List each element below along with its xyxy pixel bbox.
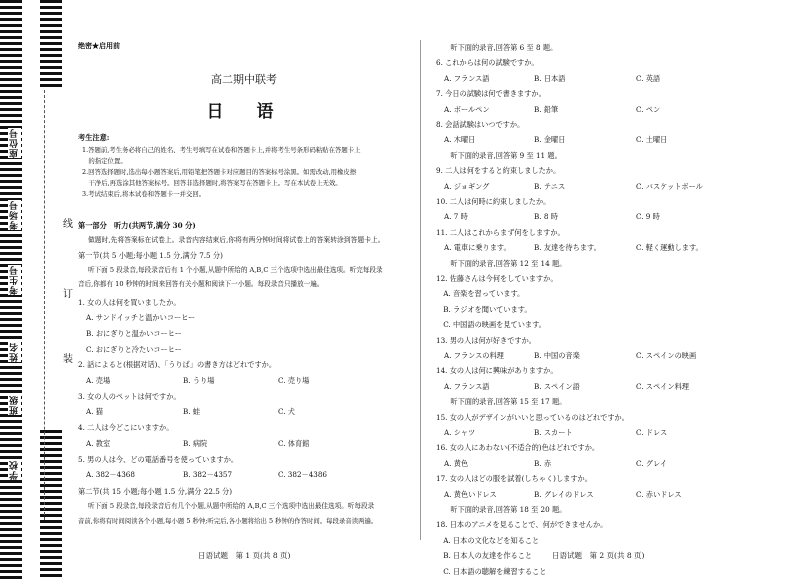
- answer-option-b: B. グレイのドレス: [534, 489, 594, 499]
- notice-line: 3.考试结束后,将本试卷和答题卡一并交回。: [82, 190, 206, 198]
- page2-line: 18. 日本のアニメを見ることで、何ができませんか。: [436, 520, 608, 530]
- answer-option-c: C. スペイン料理: [636, 381, 689, 391]
- answer-option-b: B. 友達を待ちます。: [534, 243, 601, 253]
- answer-option-a: A. フランスの料理: [444, 351, 504, 360]
- secret-mark: 绝密★启用前: [78, 41, 120, 50]
- seat-number-label: 座位号: [10, 128, 20, 158]
- page2-line: 6. これからは何の試験ですか。: [436, 58, 539, 68]
- answer-option-a: A. フランス語: [444, 381, 490, 391]
- binding-char-zhuang: 装: [63, 354, 73, 365]
- question-3: 3. 女の人のペットは何ですか。: [78, 392, 181, 401]
- q3-option-c: C. 犬: [278, 407, 295, 416]
- page2-line: C. 日本語の聴解を練習すること: [436, 566, 547, 576]
- answer-option-c: C. 軽く運動します。: [636, 243, 703, 253]
- answer-option-a: A. 電車に乗ります。: [444, 243, 511, 253]
- page2-line: B. 日本人の友達を作ること: [436, 551, 533, 561]
- page2-line: A. 音楽を習っています。: [436, 289, 525, 299]
- notice-line: 的指定位置。: [82, 157, 127, 165]
- q3-option-a: A. 猫: [86, 407, 103, 416]
- page-1: [78, 0, 410, 579]
- answer-option-a: A. 7 時: [444, 212, 468, 222]
- q3-option-b: B. 蛙: [183, 407, 201, 416]
- section2-desc: 音前,你将有时间阅读各个小题,每小题 5 秒钟;听完后,各小题将给出 5 秒钟的作答时间。每段录音读两遍。: [78, 517, 378, 525]
- notice-line: 1.答题前,考生务必将自己的姓名、考生号填写在试卷和答题卡上,并将考生号条形码粘贴在答题卡上: [82, 146, 361, 154]
- part1-desc: 做题时,先将答案标在试卷上。录音内容结束后,你将有两分钟时间将试卷上的答案转涂到答题卡上。: [88, 236, 385, 244]
- answer-option-c: C. ドレス: [636, 428, 668, 437]
- answer-option-b: B. 中国の音楽: [534, 351, 580, 360]
- answer-option-c: C. スペインの映画: [636, 351, 697, 360]
- answer-option-c: C. 土曜日: [636, 135, 668, 145]
- question-5: 5. 男の人は今、どの電話番号を使っていますか。: [78, 455, 239, 464]
- part1-heading: 第一部分 听力(共两节,满分 30 分): [78, 221, 196, 230]
- answer-option-b: B. テニス: [534, 181, 566, 191]
- notice-line: 2.回答选择题时,选出每小题答案后,用铅笔把答题卡对应题目的答案标号涂黑。如需改动,用橡皮擦: [82, 168, 357, 176]
- q1-option-a: A. サンドイッチと温かいコーヒー: [86, 313, 196, 322]
- question-4: 4. 二人は今どこにいますか。: [78, 423, 174, 432]
- answer-option-b: B. 鉛筆: [534, 104, 559, 114]
- q2-option-c: C. 売り場: [278, 376, 310, 385]
- school-label: 学校: [10, 460, 20, 480]
- page2-line: 8. 会話試験はいつですか。: [436, 120, 525, 129]
- page-2: [432, 0, 782, 579]
- answer-option-b: B. 8 時: [534, 212, 558, 222]
- answer-option-c: C. グレイ: [636, 458, 668, 468]
- page2-line: 15. 女の人がデザインがいいと思っているのはどれですか。: [436, 412, 629, 422]
- page2-line: C. 中国語の映画を見ています。: [436, 320, 546, 330]
- answer-option-b: B. スカート: [534, 428, 573, 437]
- answer-option-c: C. 英語: [636, 73, 661, 83]
- page2-line: 听下面的录音,回答第 12 至 14 题。: [436, 258, 567, 268]
- q4-option-b: B. 病院: [183, 439, 208, 448]
- answer-option-b: B. 赤: [534, 458, 552, 468]
- section1-desc: 听下面 5 段录音,每段录音后有 1 个小题,从题中所给的 A,B,C 三个选项中选出最佳选项。听完每段录: [88, 266, 383, 274]
- section2-heading: 第二节(共 15 小题;每小题 1.5 分,满分 22.5 分): [78, 487, 233, 496]
- q4-option-c: C. 体育館: [278, 439, 310, 448]
- answer-option-a: A. フランス語: [444, 73, 490, 83]
- answer-option-b: B. 金曜日: [534, 135, 566, 145]
- binding-cut-line: [44, 90, 46, 520]
- page2-line: 14. 女の人は何に興味がありますか。: [436, 366, 558, 376]
- binding-char-xian: 线: [63, 219, 73, 230]
- page2-line: 12. 佐藤さんは今何をしていますか。: [436, 274, 558, 283]
- answer-option-a: A. ジョギング: [444, 181, 490, 191]
- page2-line: B. ラジオを聞いています。: [436, 304, 532, 314]
- page2-line: 10. 二人は何時に約束しましたか。: [436, 197, 551, 206]
- candidate-number-label: 考生号: [10, 265, 20, 295]
- q1-option-c: C. おにぎりと冷たいコーヒー: [86, 345, 182, 354]
- class-label: 班级: [10, 395, 20, 415]
- q5-option-c: C. 382－4386: [278, 470, 328, 479]
- page2-line: A. 日本の文化などを知ること: [436, 535, 540, 545]
- answer-option-a: A. ボールペン: [444, 104, 490, 114]
- answer-option-c: C. 赤いドレス: [636, 489, 682, 499]
- answer-option-c: C. 9 時: [636, 212, 660, 222]
- section1-desc: 音后,你都有 10 秒钟的时间来回答有关小题和阅读下一小题。每段录音只播放一遍。: [78, 280, 324, 288]
- exam-title: 高二期中联考: [211, 73, 277, 86]
- question-2: 2. 話によると(根据对话)、「うりば」の書き方はどれですか。: [78, 360, 277, 369]
- page2-line: 听下面的录音,回答第 6 至 8 题。: [436, 43, 558, 52]
- page2-line: 听下面的录音,回答第 9 至 11 题。: [436, 150, 562, 160]
- page-2-footer: 日语试题 第 2 页(共 8 页): [552, 551, 645, 560]
- subject-title: 日 语: [206, 102, 282, 122]
- page2-line: 16. 女の人にあわない(不适合的)色はどれですか。: [436, 443, 600, 453]
- page2-line: 17. 女の人はどの服を試着(しちゃく)しますか。: [436, 474, 592, 484]
- section2-desc: 听下面 5 段录音,每段录音后有几个小题,从题中所给的 A,B,C 三个选项中选出最佳选项。听每段录: [88, 502, 375, 510]
- page-1-footer: 日语试题 第 1 页(共 8 页): [198, 551, 291, 560]
- answer-option-b: B. 日本語: [534, 73, 566, 83]
- section1-heading: 第一节(共 5 小题;每小题 1.5 分,满分 7.5 分): [78, 251, 223, 260]
- q5-option-a: A. 382－4368: [86, 470, 135, 479]
- answer-option-a: A. 黄色いドレス: [444, 489, 497, 499]
- page2-line: 听下面的录音,回答第 18 至 20 题。: [436, 505, 567, 514]
- answer-option-a: A. シャツ: [444, 428, 476, 437]
- name-label: 姓名: [10, 342, 20, 362]
- binding-char-ding: 订: [63, 289, 73, 300]
- notice-line: 干净后,再选涂其他答案标号。回答非选择题时,将答案写在答题卡上。写在本试卷上无效。: [82, 179, 342, 187]
- page2-line: 13. 男の人は何が好きですか。: [436, 335, 536, 345]
- question-1: 1. 女の人は何を買いましたか。: [78, 298, 181, 307]
- answer-option-b: B. スペイン語: [534, 381, 580, 391]
- q5-option-b: B. 382－4357: [183, 470, 233, 479]
- q2-option-a: A. 売場: [86, 376, 111, 385]
- q1-option-b: B. おにぎりと温かいコーヒー: [86, 329, 182, 338]
- page2-line: 听下面的录音,回答第 15 至 17 题。: [436, 397, 567, 407]
- exam-room-label: 考场号: [10, 200, 20, 230]
- page2-line: 9. 二人は何をすると約束しましたか。: [436, 166, 561, 176]
- answer-option-c: C. ペン: [636, 104, 661, 114]
- page-divider: [420, 40, 421, 540]
- page2-line: 11. 二人はこれからまず何をしますか。: [436, 227, 565, 237]
- answer-option-a: A. 木曜日: [444, 135, 476, 145]
- q4-option-a: A. 教室: [86, 439, 111, 448]
- answer-option-a: A. 黄色: [444, 458, 469, 468]
- answer-option-c: C. バスケットボール: [636, 181, 703, 191]
- notice-title: 考生注意:: [78, 133, 110, 142]
- q2-option-b: B. うり場: [183, 376, 215, 385]
- page2-line: 7. 今日の試験は何で書きますか。: [436, 89, 546, 99]
